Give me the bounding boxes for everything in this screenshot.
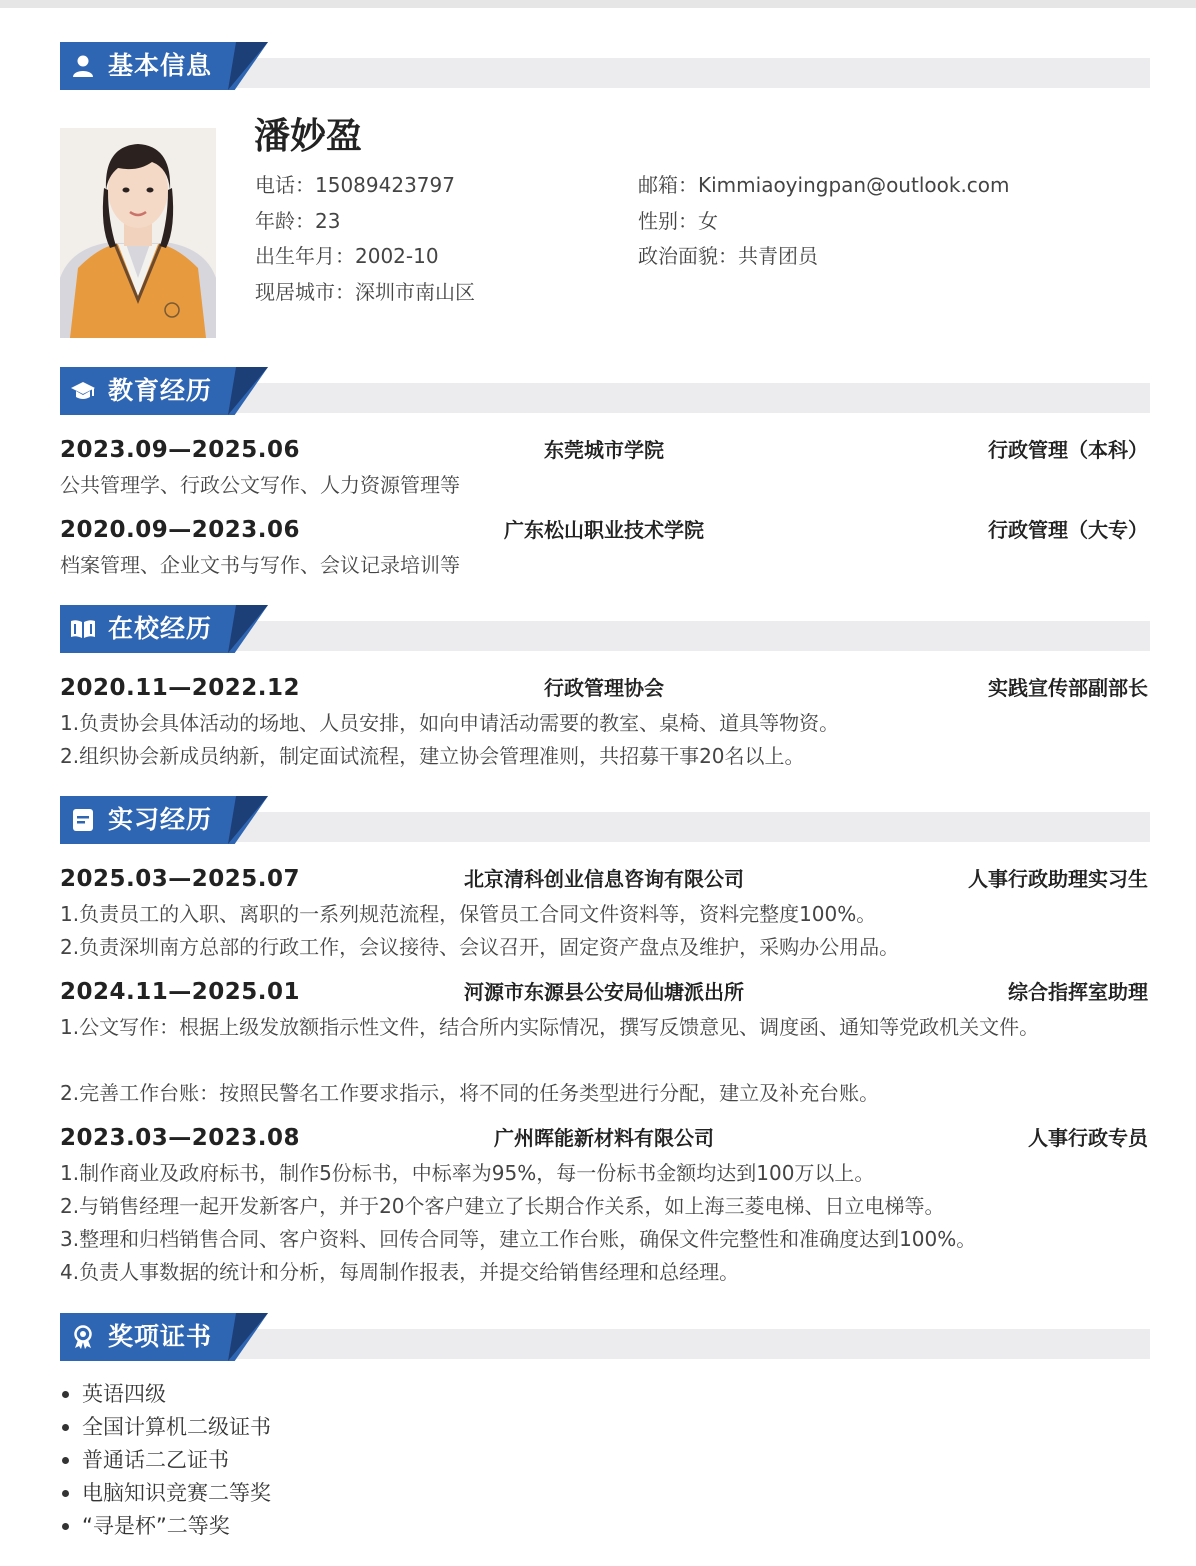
city-text: 现居城市：深圳市南山区 [255, 280, 475, 304]
bullet-dot [62, 1391, 69, 1398]
section-strip [210, 812, 1150, 842]
campus-role: 实践宣传部副部长 [988, 676, 1148, 700]
award-item [60, 1411, 271, 1444]
education-entry-1 [60, 434, 1148, 466]
campus-duty: 1.负责协会具体活动的场地、人员安排，如向申请活动需要的教室、桌椅、道具等物资。 [60, 711, 840, 735]
internship-duty: 2.负责深圳南方总部的行政工作，会议接待、会议召开，固定资产盘点及维护，采购办公用品。 [60, 935, 900, 959]
internship-entry-3 [60, 1122, 1148, 1154]
section-strip [210, 621, 1150, 651]
politics-text: 政治面貌：共青团员 [638, 244, 818, 268]
document-icon [70, 807, 96, 833]
internship-entry-1 [60, 863, 1148, 895]
award-item [60, 1510, 271, 1543]
gender-text: 性别：女 [638, 209, 718, 233]
top-border [0, 0, 1196, 8]
education-entry-2 [60, 514, 1148, 546]
section-title: 教育经历 [108, 376, 213, 405]
education-major: 行政管理（本科） [988, 438, 1148, 462]
internship-role: 综合指挥室助理 [1008, 980, 1148, 1004]
award-label: 英语四级 [82, 1382, 166, 1406]
education-courses: 档案管理、企业文书与写作、会议记录培训等 [60, 553, 460, 577]
section-header-education [60, 367, 1150, 415]
internship-date: 2025.03—2025.07 [60, 866, 301, 892]
section-header-basic-info [60, 42, 1150, 90]
birth-text: 出生年月：2002-10 [255, 244, 439, 268]
internship-duty: 1.负责员工的入职、离职的一系列规范流程，保管员工合同文件资料等，资料完整度100%。 [60, 902, 877, 926]
bullet-dot [62, 1523, 69, 1530]
education-major: 行政管理（大专） [988, 518, 1148, 542]
internship-duty: 2.与销售经理一起开发新客户，并于20个客户建立了长期合作关系，如上海三菱电梯、日立电梯等。 [60, 1194, 945, 1218]
internship-company: 广州晖能新材料有限公司 [494, 1126, 714, 1150]
user-icon [70, 53, 96, 79]
bullet-dot [62, 1490, 69, 1497]
section-strip [210, 383, 1150, 413]
award-label: “寻是杯”二等奖 [82, 1514, 230, 1538]
internship-entry-2 [60, 976, 1148, 1008]
internship-date: 2023.03—2023.08 [60, 1125, 301, 1151]
education-courses: 公共管理学、行政公文写作、人力资源管理等 [60, 473, 460, 497]
award-ribbon-icon [70, 1324, 96, 1350]
internship-duty: 3.整理和归档销售合同、客户资料、回传合同等，建立工作台账，确保文件完整性和准确度达到100%。 [60, 1227, 977, 1251]
award-label: 全国计算机二级证书 [82, 1415, 271, 1439]
internship-duty: 4.负责人事数据的统计和分析，每周制作报表，并提交给销售经理和总经理。 [60, 1260, 740, 1284]
education-school: 东莞城市学院 [544, 438, 664, 462]
section-strip [210, 58, 1150, 88]
bullet-dot [62, 1424, 69, 1431]
campus-org: 行政管理协会 [544, 676, 664, 700]
email-text: 邮箱：Kimmiaoyingpan@outlook.com [638, 173, 1010, 197]
section-header-internship [60, 796, 1150, 844]
section-title: 在校经历 [108, 614, 213, 643]
award-item [60, 1444, 271, 1477]
book-icon [70, 616, 96, 642]
phone-text: 电话：15089423797 [255, 173, 455, 197]
section-strip [210, 1329, 1150, 1359]
section-title: 基本信息 [108, 51, 213, 80]
section-header-campus [60, 605, 1150, 653]
education-date: 2020.09—2023.06 [60, 517, 301, 543]
internship-duty: 1.制作商业及政府标书，制作5份标书，中标率为95%，每一份标书金额均达到100万以上。 [60, 1161, 875, 1185]
internship-role: 人事行政助理实习生 [968, 867, 1148, 891]
awards-list [60, 1378, 271, 1543]
award-label: 普通话二乙证书 [82, 1448, 229, 1472]
internship-company: 河源市东源县公安局仙塘派出所 [464, 980, 744, 1004]
internship-duty: 1.公文写作：根据上级发放额指示性文件，结合所内实际情况，撰写反馈意见、调度函、通知等党政机关文件。 [60, 1015, 1040, 1039]
candidate-name: 潘妙盈 [254, 116, 363, 157]
campus-entry-1 [60, 672, 1148, 704]
section-header-awards [60, 1313, 1150, 1361]
section-title: 实习经历 [108, 805, 213, 834]
internship-role: 人事行政专员 [1028, 1126, 1148, 1150]
internship-duty: 2.完善工作台账：按照民警名工作要求指示，将不同的任务类型进行分配，建立及补充台账。 [60, 1081, 880, 1105]
profile-photo [60, 128, 216, 338]
internship-date: 2024.11—2025.01 [60, 979, 301, 1005]
bullet-dot [62, 1457, 69, 1464]
award-label: 电脑知识竞赛二等奖 [82, 1481, 271, 1505]
award-item [60, 1378, 271, 1411]
graduation-cap-icon [70, 378, 96, 404]
education-date: 2023.09—2025.06 [60, 437, 301, 463]
section-title: 奖项证书 [108, 1322, 213, 1351]
internship-company: 北京清科创业信息咨询有限公司 [464, 867, 744, 891]
age-text: 年龄：23 [255, 209, 341, 233]
campus-date: 2020.11—2022.12 [60, 675, 301, 701]
education-school: 广东松山职业技术学院 [504, 518, 704, 542]
campus-duty: 2.组织协会新成员纳新，制定面试流程，建立协会管理准则，共招募干事20名以上。 [60, 744, 805, 768]
award-item [60, 1477, 271, 1510]
